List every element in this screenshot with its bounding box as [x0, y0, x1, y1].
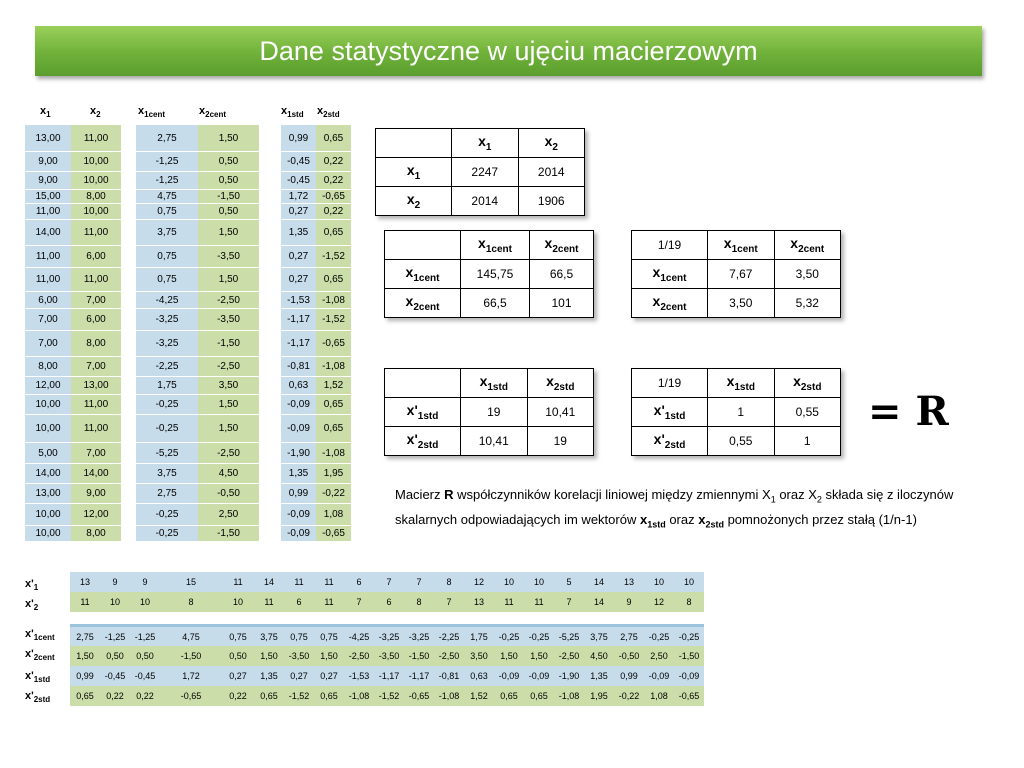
cell-x1std-2: -0,45	[281, 152, 316, 172]
cell-x1cent-13: 1,75	[136, 377, 198, 395]
bottom-x1std-10: -1,17	[378, 671, 400, 681]
cell-x1cent-3: -1,25	[136, 172, 198, 190]
cell-x2cent-8: 1,50	[198, 268, 259, 292]
cell-x2cent-1: 1,50	[198, 125, 259, 152]
cell-x1cent-10: -3,25	[136, 309, 198, 331]
bottom-x2cent-7: -3,50	[288, 651, 310, 661]
cell-x2-14: 11,00	[71, 395, 121, 415]
bottom-x1cent-18: 2,75	[620, 632, 638, 642]
cell-x1cent-8: 0,75	[136, 268, 198, 292]
cell-x1-19: 10,00	[25, 504, 71, 526]
bottom-x2cent-15: 1,50	[530, 651, 548, 661]
column-x2	[71, 125, 121, 542]
bottom-x1std-15: -0,09	[528, 671, 550, 681]
cell-x1-7: 11,00	[25, 246, 71, 268]
matrix-covariance: 1/19 $x_{1cent}$ $x_{2cent}$ $x_{1cent}$ 7,67 3,50 $x_{2cent}$ 3,50 5,32	[631, 230, 841, 318]
cell-x2-13: 13,00	[71, 377, 121, 395]
cell-x1std-3: -0,45	[281, 172, 316, 190]
bottom-x1cent-14: -0,25	[498, 632, 520, 642]
bottom-x1cent-6: 3,75	[260, 632, 278, 642]
cell-x1-8: 11,00	[25, 268, 71, 292]
cell-x2std-12: -1,08	[316, 357, 351, 377]
bottom-x1cent-1: 2,75	[76, 632, 94, 642]
bottom-x1std-18: 0,99	[620, 671, 638, 681]
bottom-x2std-8: 0,65	[320, 691, 338, 701]
cell-x2std-4: -0,65	[316, 190, 351, 204]
bottom-x2std-14: 0,65	[500, 691, 518, 701]
cell-x2-4: 8,00	[71, 190, 121, 204]
bottom-x2cent-1: 1,50	[76, 651, 94, 661]
bottom-x1-9: 6	[356, 577, 362, 587]
cell-x2std-3: 0,22	[316, 172, 351, 190]
bottom-x1-17: 14	[593, 577, 604, 587]
row-x1std-prime	[70, 666, 704, 686]
cell-x1std-6: 1,35	[281, 220, 316, 246]
row-x2-prime	[70, 592, 704, 612]
bottom-x2std-17: 1,95	[590, 691, 608, 701]
cell-x1cent-4: 4,75	[136, 190, 198, 204]
cell-x1-1: 13,00	[25, 125, 71, 152]
bottom-x1cent-15: -0,25	[528, 632, 550, 642]
bottom-x2-10: 6	[386, 597, 392, 607]
cell-x1-5: 11,00	[25, 204, 71, 220]
cell-x1cent-11: -3,25	[136, 331, 198, 357]
cell-x1cent-6: 3,75	[136, 220, 198, 246]
cell-x2cent-6: 1,50	[198, 220, 259, 246]
cell-x1std-19: -0,09	[281, 504, 316, 526]
cell-x2cent-19: 2,50	[198, 504, 259, 526]
bottom-x2std-11: -0,65	[408, 691, 430, 701]
bottom-x1std-8: 0,27	[320, 671, 338, 681]
bottom-x2cent-2: 0,50	[106, 651, 124, 661]
cell-x2std-16: -1,08	[316, 443, 351, 464]
bottom-x1std-17: 1,35	[590, 671, 608, 681]
header-x1: $x_1$	[40, 105, 51, 120]
bottom-x2-6: 11	[264, 597, 274, 607]
bottom-x1-12: 8	[446, 577, 452, 587]
matrix-xtx: $x_1$ $x_2$ $x_1$ 2247 2014 $x_2$ 2014 1906	[375, 128, 585, 216]
bottom-x1-8: 11	[324, 577, 334, 587]
bottom-x1-11: 7	[416, 577, 422, 587]
cell-x1-2: 9,00	[25, 152, 71, 172]
bottom-x1-15: 10	[533, 577, 544, 587]
bottom-x1std-13: 0,63	[470, 671, 488, 681]
cell-x2-1: 11,00	[71, 125, 121, 152]
cell-x1cent-20: -0,25	[136, 526, 198, 542]
cell-x2cent-15: 1,50	[198, 415, 259, 443]
cell-x1-6: 14,00	[25, 220, 71, 246]
cell-x2cent-3: 0,50	[198, 172, 259, 190]
cell-x2-15: 11,00	[71, 415, 121, 443]
bottom-x1-5: 11	[233, 577, 243, 587]
cell-x1-18: 13,00	[25, 484, 71, 504]
cell-x1std-7: 0,27	[281, 246, 316, 268]
bottom-x2-13: 13	[473, 597, 484, 607]
cell-x2std-14: 0,65	[316, 395, 351, 415]
bottom-x2std-20: -0,65	[678, 691, 700, 701]
bottom-x2-2: 10	[109, 597, 120, 607]
cell-x2std-10: -1,52	[316, 309, 351, 331]
bottom-x2-5: 10	[232, 597, 243, 607]
bottom-x1cent-20: -0,25	[678, 632, 700, 642]
cell-x1cent-15: -0,25	[136, 415, 198, 443]
bottom-x2cent-5: 0,50	[229, 651, 247, 661]
bottom-x1std-11: -1,17	[408, 671, 430, 681]
bottom-x2-1: 11	[80, 597, 90, 607]
bottom-x1cent-3: -1,25	[134, 632, 156, 642]
cell-x1-16: 5,00	[25, 443, 71, 464]
cell-x1cent-14: -0,25	[136, 395, 198, 415]
bottom-x2std-1: 0,65	[76, 691, 94, 701]
bottom-x2-15: 11	[534, 597, 544, 607]
cell-x1cent-16: -5,25	[136, 443, 198, 464]
row-x1-prime	[70, 572, 704, 592]
cell-x1-3: 9,00	[25, 172, 71, 190]
cell-x2-10: 6,00	[71, 309, 121, 331]
bottom-x2cent-17: 4,50	[590, 651, 608, 661]
bottom-x2std-16: -1,08	[558, 691, 580, 701]
column-x1std	[281, 125, 316, 542]
bottom-x2std-10: -1,52	[378, 691, 400, 701]
bottom-x1-2: 9	[112, 577, 118, 587]
cell-x2cent-20: -1,50	[198, 526, 259, 542]
bottom-x2cent-10: -3,50	[378, 651, 400, 661]
bottom-x1-14: 10	[503, 577, 514, 587]
cell-x1cent-18: 2,75	[136, 484, 198, 504]
cell-x1std-1: 0,99	[281, 125, 316, 152]
cell-x1std-4: 1,72	[281, 190, 316, 204]
bottom-x1std-1: 0,99	[76, 671, 94, 681]
bottom-x1cent-13: 1,75	[470, 632, 488, 642]
bottom-x1std-20: -0,09	[678, 671, 700, 681]
matrix-std: $x_{1std}$ $x_{2std}$ $x'_{1std}$ 19 10,41 $x'_{2std}$ 10,41 19	[384, 368, 594, 456]
bottom-x1-16: 5	[566, 577, 572, 587]
bottom-x1std-6: 1,35	[260, 671, 278, 681]
cell-x2-19: 12,00	[71, 504, 121, 526]
cell-x2cent-12: -2,50	[198, 357, 259, 377]
cell-x1std-15: -0,09	[281, 415, 316, 443]
bottom-x2-20: 8	[686, 597, 692, 607]
cell-x2std-8: 0,65	[316, 268, 351, 292]
cell-x2cent-16: -2,50	[198, 443, 259, 464]
bottom-x2std-4: -0,65	[180, 691, 202, 701]
bottom-x2std-3: 0,22	[136, 691, 154, 701]
cell-x1-4: 15,00	[25, 190, 71, 204]
cell-x2-20: 8,00	[71, 526, 121, 542]
bottom-x1-1: 13	[79, 577, 90, 587]
bottom-x2std-12: -1,08	[438, 691, 460, 701]
bottom-x2cent-4: -1,50	[180, 651, 202, 661]
bottom-x2-3: 10	[139, 597, 150, 607]
cell-x1-14: 10,00	[25, 395, 71, 415]
bottom-x1-4: 15	[185, 577, 196, 587]
bottom-x1cent-19: -0,25	[648, 632, 670, 642]
cell-x2cent-11: -1,50	[198, 331, 259, 357]
cell-x1std-8: 0,27	[281, 268, 316, 292]
bottom-x1cent-16: -5,25	[558, 632, 580, 642]
cell-x1cent-12: -2,25	[136, 357, 198, 377]
cell-x2cent-18: -0,50	[198, 484, 259, 504]
cell-x2-3: 10,00	[71, 172, 121, 190]
bottom-x2cent-14: 1,50	[500, 651, 518, 661]
cell-x2std-6: 0,65	[316, 220, 351, 246]
cell-x2-11: 8,00	[71, 331, 121, 357]
cell-x2std-11: -0,65	[316, 331, 351, 357]
label-x1cent-prime: $x'_{1cent}$	[25, 628, 55, 643]
bottom-x2std-6: 0,65	[260, 691, 278, 701]
header-x2cent: $x_{2cent}$	[199, 105, 227, 120]
bottom-x1std-5: 0,27	[229, 671, 247, 681]
bottom-x1-7: 11	[294, 577, 304, 587]
cell-x1std-14: -0,09	[281, 395, 316, 415]
bottom-x1-6: 14	[263, 577, 274, 587]
bottom-x2std-9: -1,08	[348, 691, 370, 701]
label-x2-prime: $x'_2$	[25, 598, 39, 613]
cell-x2cent-14: 1,50	[198, 395, 259, 415]
bottom-x2-19: 12	[653, 597, 664, 607]
column-x2std	[316, 125, 351, 542]
cell-x1std-17: 1,35	[281, 464, 316, 484]
bottom-x1std-9: -1,53	[348, 671, 370, 681]
bottom-x2std-19: 1,08	[650, 691, 668, 701]
row-x1cent-prime	[70, 624, 704, 647]
bottom-x1cent-9: -4,25	[348, 632, 370, 642]
cell-x1-17: 14,00	[25, 464, 71, 484]
cell-x2cent-4: -1,50	[198, 190, 259, 204]
cell-x2-8: 11,00	[71, 268, 121, 292]
cell-x1std-18: 0,99	[281, 484, 316, 504]
matrix-correlation: 1/19 $x_{1std}$ $x_{2std}$ $x'_{1std}$ 1 0,55 $x'_{2std}$ 0,55 1	[631, 368, 841, 456]
bottom-x2std-7: -1,52	[288, 691, 310, 701]
bottom-x2std-15: 0,65	[530, 691, 548, 701]
cell-x1-10: 7,00	[25, 309, 71, 331]
bottom-x1std-14: -0,09	[498, 671, 520, 681]
cell-x2cent-13: 3,50	[198, 377, 259, 395]
cell-x2-5: 10,00	[71, 204, 121, 220]
bottom-x2-7: 6	[296, 597, 302, 607]
cell-x2cent-2: 0,50	[198, 152, 259, 172]
cell-x1std-13: 0,63	[281, 377, 316, 395]
cell-x2-18: 9,00	[71, 484, 121, 504]
cell-x1cent-5: 0,75	[136, 204, 198, 220]
cell-x2cent-17: 4,50	[198, 464, 259, 484]
bottom-x1cent-4: 4,75	[182, 632, 200, 642]
bottom-x1-18: 13	[623, 577, 634, 587]
bottom-x1cent-17: 3,75	[590, 632, 608, 642]
cell-x1-20: 10,00	[25, 526, 71, 542]
bottom-x2std-18: -0,22	[618, 691, 640, 701]
bottom-x1-20: 10	[683, 577, 694, 587]
bottom-x2cent-9: -2,50	[348, 651, 370, 661]
bottom-x2-9: 7	[356, 597, 362, 607]
column-x2cent	[198, 125, 259, 542]
cell-x1-11: 7,00	[25, 331, 71, 357]
bottom-x1cent-8: 0,75	[320, 632, 338, 642]
bottom-x1cent-7: 0,75	[290, 632, 308, 642]
bottom-x1cent-5: 0,75	[229, 632, 247, 642]
cell-x1-12: 8,00	[25, 357, 71, 377]
bottom-x1std-4: 1,72	[182, 671, 200, 681]
column-x1cent	[136, 125, 198, 542]
cell-x2cent-10: -3,50	[198, 309, 259, 331]
bottom-x2-18: 9	[626, 597, 632, 607]
cell-x1-13: 12,00	[25, 377, 71, 395]
cell-x1cent-7: 0,75	[136, 246, 198, 268]
header-x1std: $x_{1std}$	[281, 105, 304, 120]
cell-x1std-16: -1,90	[281, 443, 316, 464]
cell-x2std-20: -0,65	[316, 526, 351, 542]
description-text: Macierz R współczynników korelacji liniowej między zmiennymi $X_1$ oraz $X_2$ składa się z iloczynów skalarnych odpowiadających im wektorów $x_{1std}$ oraz $x_{2std}$ pomnożonych przez stałą (1/n-1)	[395, 487, 954, 530]
bottom-x1-3: 9	[142, 577, 148, 587]
bottom-x1std-16: -1,90	[558, 671, 580, 681]
cell-x2std-7: -1,52	[316, 246, 351, 268]
header-x1cent: $x_{1cent}$	[138, 105, 166, 120]
equals-r-label: = R	[868, 388, 949, 435]
bottom-x2cent-3: 0,50	[136, 651, 154, 661]
cell-x2-17: 14,00	[71, 464, 121, 484]
bottom-x2cent-18: -0,50	[618, 651, 640, 661]
cell-x2-16: 7,00	[71, 443, 121, 464]
cell-x1cent-9: -4,25	[136, 292, 198, 309]
cell-x1cent-1: 2,75	[136, 125, 198, 152]
cell-x2std-18: -0,22	[316, 484, 351, 504]
label-x1std-prime: $x'_{1std}$	[25, 670, 51, 685]
bottom-x2cent-19: 2,50	[650, 651, 668, 661]
cell-x2-2: 10,00	[71, 152, 121, 172]
bottom-x1std-2: -0,45	[104, 671, 126, 681]
bottom-x2cent-8: 1,50	[320, 651, 338, 661]
cell-x1cent-17: 3,75	[136, 464, 198, 484]
cell-x1-15: 10,00	[25, 415, 71, 443]
label-x2cent-prime: $x'_{2cent}$	[25, 648, 55, 663]
bottom-x2cent-13: 3,50	[470, 651, 488, 661]
cell-x1std-20: -0,09	[281, 526, 316, 542]
bottom-x1-19: 10	[653, 577, 664, 587]
bottom-x2std-5: 0,22	[229, 691, 247, 701]
bottom-x2-8: 11	[324, 597, 334, 607]
matrix-cent: $x_{1cent}$ $x_{2cent}$ $x_{1cent}$ 145,75 66,5 $x_{2cent}$ 66,5 101	[384, 230, 594, 318]
cell-x2std-5: 0,22	[316, 204, 351, 220]
bottom-x2cent-11: -1,50	[408, 651, 430, 661]
header-x2: $x_2$	[90, 105, 101, 120]
bottom-x2cent-12: -2,50	[438, 651, 460, 661]
cell-x2cent-5: 0,50	[198, 204, 259, 220]
bottom-x2-16: 7	[566, 597, 572, 607]
bottom-x2-12: 7	[446, 597, 452, 607]
cell-x2std-1: 0,65	[316, 125, 351, 152]
cell-x2-9: 7,00	[71, 292, 121, 309]
bottom-x2-17: 14	[593, 597, 604, 607]
cell-x1std-11: -1,17	[281, 331, 316, 357]
bottom-x1-13: 12	[473, 577, 484, 587]
cell-x1-9: 6,00	[25, 292, 71, 309]
bottom-x2std-13: 1,52	[470, 691, 488, 701]
bottom-x1cent-10: -3,25	[378, 632, 400, 642]
bottom-x1cent-2: -1,25	[104, 632, 126, 642]
cell-x1std-5: 0,27	[281, 204, 316, 220]
cell-x1cent-19: -0,25	[136, 504, 198, 526]
bottom-x1std-7: 0,27	[290, 671, 308, 681]
bottom-x1cent-11: -3,25	[408, 632, 430, 642]
bottom-x1std-3: -0,45	[134, 671, 156, 681]
bottom-x1std-12: -0,81	[438, 671, 460, 681]
column-x1	[25, 125, 71, 542]
cell-x2-12: 7,00	[71, 357, 121, 377]
cell-x2cent-9: -2,50	[198, 292, 259, 309]
cell-x1std-10: -1,17	[281, 309, 316, 331]
bottom-x2cent-6: 1,50	[260, 651, 278, 661]
bottom-x2std-2: 0,22	[106, 691, 124, 701]
bottom-x2-4: 8	[188, 597, 194, 607]
cell-x2std-15: 0,65	[316, 415, 351, 443]
cell-x1std-12: -0,81	[281, 357, 316, 377]
cell-x2std-2: 0,22	[316, 152, 351, 172]
header-x2std: $x_{2std}$	[317, 105, 340, 120]
cell-x2std-9: -1,08	[316, 292, 351, 309]
bottom-x2-14: 11	[504, 597, 514, 607]
cell-x2cent-7: -3,50	[198, 246, 259, 268]
bottom-x2cent-20: -1,50	[678, 651, 700, 661]
slide-title: Dane statystyczne w ujęciu macierzowym	[35, 26, 982, 76]
bottom-x1cent-12: -2,25	[438, 632, 460, 642]
cell-x1std-9: -1,53	[281, 292, 316, 309]
label-x1-prime: $x'_1$	[25, 578, 39, 593]
cell-x2-6: 11,00	[71, 220, 121, 246]
row-x2std-prime	[70, 686, 704, 706]
cell-x1cent-2: -1,25	[136, 152, 198, 172]
row-x2cent-prime	[70, 646, 704, 666]
bottom-x1-10: 7	[386, 577, 392, 587]
bottom-x2cent-16: -2,50	[558, 651, 580, 661]
cell-x2std-19: 1,08	[316, 504, 351, 526]
cell-x2std-13: 1,52	[316, 377, 351, 395]
cell-x2std-17: 1,95	[316, 464, 351, 484]
bottom-x2-11: 8	[416, 597, 422, 607]
cell-x2-7: 6,00	[71, 246, 121, 268]
bottom-x1std-19: -0,09	[648, 671, 670, 681]
label-x2std-prime: $x'_{2std}$	[25, 690, 51, 705]
